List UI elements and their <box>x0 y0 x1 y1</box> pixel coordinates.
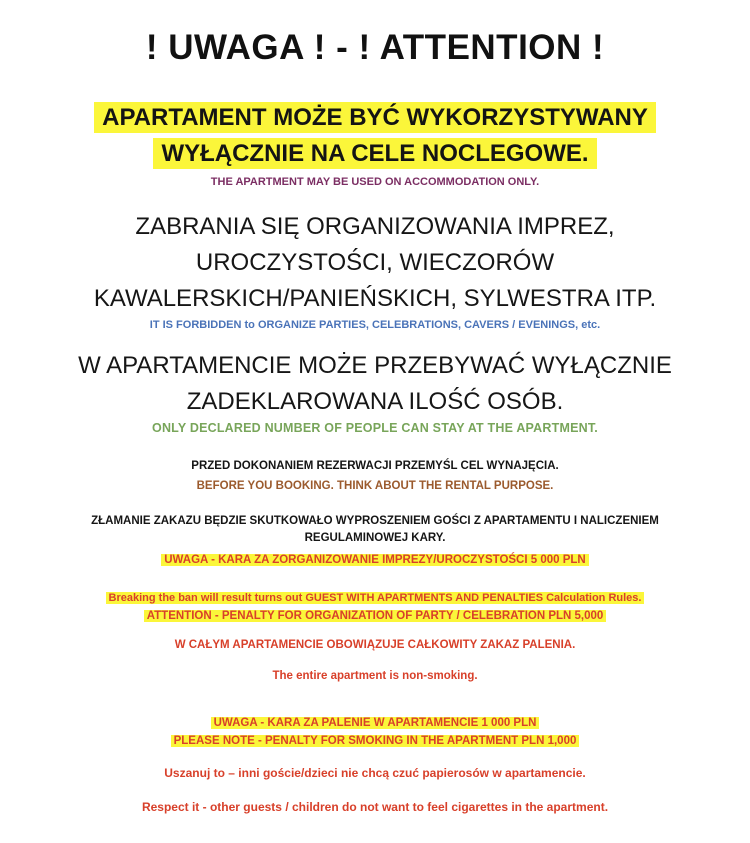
notice-title: ! UWAGA ! - ! ATTENTION ! <box>145 28 605 67</box>
party-penalty-english: ATTENTION - PENALTY FOR ORGANIZATION OF PARTY / CELEBRATION PLN 5,000 <box>0 606 750 624</box>
no-parties-line1: ZABRANIA SIĘ ORGANIZOWANIA IMPREZ, <box>135 213 615 240</box>
party-penalty-polish: UWAGA - KARA ZA ZORGANIZOWANIE IMPREZY/UROCZYSTOŚCI 5 000 PLN <box>0 550 750 568</box>
smoking-penalty-english: PLEASE NOTE - PENALTY FOR SMOKING IN THE APARTMENT PLN 1,000 <box>0 731 750 749</box>
no-parties-line3: KAWALERSKICH/PANIEŃSKICH, SYLWESTRA ITP. <box>93 285 657 312</box>
no-parties-english: IT IS FORBIDDEN to ORGANIZE PARTIES, CELEBRATIONS, CAVERS / EVENINGS, etc. <box>149 319 601 331</box>
accommodation-only-english: THE APARTMENT MAY BE USED ON ACCOMMODATION ONLY. <box>210 176 540 188</box>
no-parties-line2: UROCZYSTOŚCI, WIECZORÓW <box>195 249 555 276</box>
no-smoking-english: The entire apartment is non-smoking. <box>272 670 478 682</box>
declared-guests-english: ONLY DECLARED NUMBER OF PEOPLE CAN STAY AT THE APARTMENT. <box>152 421 598 435</box>
no-smoking-polish: W CAŁYM APARTAMENCIE OBOWIĄZUJE CAŁKOWITY ZAKAZ PALENIA. <box>174 639 576 651</box>
rental-purpose-polish: PRZED DOKONANIEM REZERWACJI PRZEMYŚL CEL WYNAJĘCIA. <box>191 460 559 472</box>
declared-guests-line1: W APARTAMENCIE MOŻE PRZEBYWAĆ WYŁĄCZNIE <box>78 352 672 379</box>
rental-purpose-english: BEFORE YOU BOOKING. THINK ABOUT THE RENTAL PURPOSE. <box>196 480 554 492</box>
declared-guests-line2: ZADEKLAROWANA ILOŚĆ OSÓB. <box>186 388 564 415</box>
respect-polish: Uszanuj to – inni goście/dzieci nie chcą czuć papierosów w apartamencie. <box>164 766 586 780</box>
smoking-penalty-polish: UWAGA - KARA ZA PALENIE W APARTAMENCIE 1 000 PLN <box>0 713 750 731</box>
accommodation-only-heading-line2: WYŁĄCZNIE NA CELE NOCLEGOWE. <box>0 140 750 168</box>
respect-english: Respect it - other guests / children do not want to feel cigarettes in the apartment. <box>141 800 609 814</box>
ban-consequence-line2: REGULAMINOWEJ KARY. <box>304 532 446 544</box>
accommodation-only-heading-line1: APARTAMENT MOŻE BYĆ WYKORZYSTYWANY <box>0 104 750 132</box>
ban-consequence-english: Breaking the ban will result turns out GUEST WITH APARTMENTS AND PENALTIES Calculation Rules. <box>0 588 750 606</box>
ban-consequence-line1: ZŁAMANIE ZAKAZU BĘDZIE SKUTKOWAŁO WYPROSZENIEM GOŚCI Z APARTAMENTU I NALICZENIEM <box>91 515 659 527</box>
